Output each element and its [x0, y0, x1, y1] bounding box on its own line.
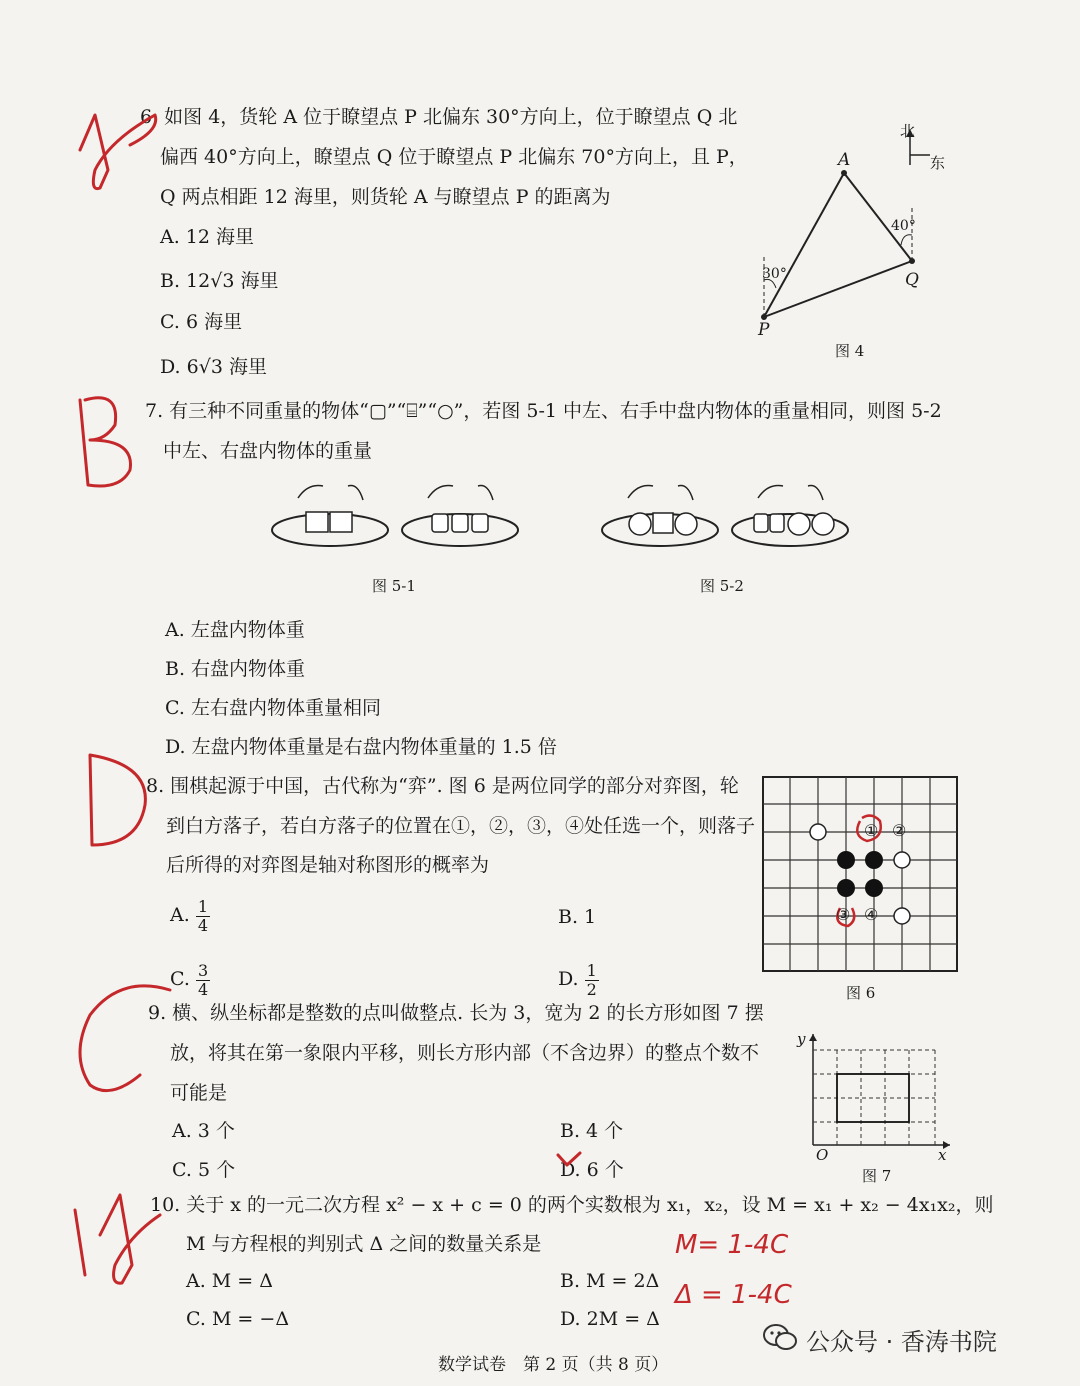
q8-option-a: A. $\frac{1}{4}$: [170, 897, 208, 935]
q9-line3: 可能是: [170, 1082, 228, 1104]
figure-4-point-q: Q: [905, 270, 919, 290]
figure-4-point-a: A: [838, 150, 851, 170]
q7-option-a: A. 左盘内物体重: [165, 619, 305, 641]
handwritten-check-q9-d: [555, 1150, 585, 1170]
q10-option-d: D. 2M = Δ: [560, 1308, 660, 1330]
q6-line3: Q 两点相距 12 海里，则货轮 A 与瞭望点 P 的距离为: [160, 186, 611, 208]
go-mark-1: ①: [864, 821, 879, 840]
q9-option-d: D. 6 个: [560, 1159, 624, 1181]
watermark-text: 公众号 · 香涛书院: [806, 1328, 997, 1356]
q8-line3: 后所得的对弈图是轴对称图形的概率为: [166, 854, 490, 876]
figure-4-angle-30: 30°: [762, 266, 787, 282]
wechat-icon: [762, 1322, 798, 1352]
q10-option-a: A. M = Δ: [186, 1270, 273, 1292]
handwritten-note-m: M= 1-4C: [675, 1230, 789, 1260]
handwritten-answer-q10: [60, 1185, 170, 1295]
q10-line2: M 与方程根的判别式 Δ 之间的数量关系是: [186, 1233, 542, 1255]
q10-option-c: C. M = −Δ: [186, 1308, 290, 1330]
figure-4-caption: 图 4: [835, 342, 865, 360]
q9-option-c: C. 5 个: [172, 1159, 236, 1181]
q6-option-c: C. 6 海里: [160, 311, 243, 333]
q9-option-b: B. 4 个: [560, 1120, 624, 1142]
figure-4-point-p: P: [758, 320, 770, 340]
q6-option-b: B. 12√3 海里: [160, 270, 279, 292]
figure-7-coordinate-grid: [795, 1030, 955, 1155]
figure-4-east-label: 东: [930, 154, 946, 172]
handwritten-answer-q9: [60, 975, 180, 1105]
go-mark-2: ②: [892, 821, 907, 840]
q9-line2: 放，将其在第一象限内平移，则长方形内部（不含边界）的整点个数不: [170, 1042, 760, 1064]
handwritten-answer-q8: [60, 745, 160, 855]
q7-line1: 7. 有三种不同重量的物体“▢”“⌸”“○”，若图 5-1 中左、右手中盘内物体的重量相同，则图 5-2: [145, 400, 942, 422]
q6-option-d: D. 6√3 海里: [160, 356, 267, 378]
q8-option-b: B. 1: [558, 906, 597, 928]
q10-option-b: B. M = 2Δ: [560, 1270, 660, 1292]
figure-7-y-axis-label: y: [797, 1030, 806, 1048]
go-mark-4: ④: [864, 905, 879, 924]
q8-line1: 8. 围棋起源于中国，古代称为“弈”. 图 6 是两位同学的部分对弈图，轮: [146, 775, 739, 797]
q10-line1: 10. 关于 x 的一元二次方程 x² − x + c = 0 的两个实数根为 x₁，x₂，设 M = x₁ + x₂ − 4x₁x₂，则: [150, 1194, 994, 1216]
figure-7-x-axis-label: x: [938, 1146, 947, 1164]
figure-6-go-board: [762, 776, 958, 972]
page-footer: 数学试卷 第 2 页（共 8 页）: [438, 1355, 669, 1375]
handwritten-note-delta: Δ = 1-4C: [675, 1280, 792, 1310]
q6-line2: 偏西 40°方向上，瞭望点 Q 位于瞭望点 P 北偏东 70°方向上，且 P，: [160, 146, 748, 168]
figure-5-2-caption: 图 5-2: [700, 577, 744, 595]
q6-line1: 6. 如图 4，货轮 A 位于瞭望点 P 北偏东 30°方向上，位于瞭望点 Q 北: [140, 106, 738, 128]
figure-4-north-label: 北: [900, 122, 916, 140]
q7-option-c: C. 左右盘内物体重量相同: [165, 697, 381, 719]
q7-option-b: B. 右盘内物体重: [165, 658, 306, 680]
figure-6-caption: 图 6: [846, 984, 876, 1002]
q7-line2: 中左、右盘内物体的重量: [163, 440, 373, 462]
q8-option-d: D. $\frac{1}{2}$: [558, 961, 597, 999]
q9-option-a: A. 3 个: [172, 1120, 235, 1142]
figure-7-origin-label: O: [816, 1146, 829, 1164]
figure-5-1-caption: 图 5-1: [372, 577, 416, 595]
q8-line2: 到白方落子，若白方落子的位置在①，②，③，④处任选一个，则落子: [166, 815, 756, 837]
figure-4-angle-40: 40°: [891, 218, 916, 234]
figure-5-balance-plates: [268, 478, 868, 558]
figure-7-caption: 图 7: [862, 1167, 892, 1185]
q8-option-c: C. $\frac{3}{4}$: [170, 961, 209, 999]
q7-option-d: D. 左盘内物体重量是右盘内物体重量的 1.5 倍: [165, 736, 557, 758]
handwritten-answer-q7: [60, 385, 160, 495]
q6-option-a: A. 12 海里: [160, 226, 255, 248]
handwritten-answer-q6: [60, 100, 170, 200]
go-mark-3: ③: [836, 905, 851, 924]
q9-line1: 9. 横、纵坐标都是整数的点叫做整点. 长为 3，宽为 2 的长方形如图 7 摆: [148, 1002, 764, 1024]
